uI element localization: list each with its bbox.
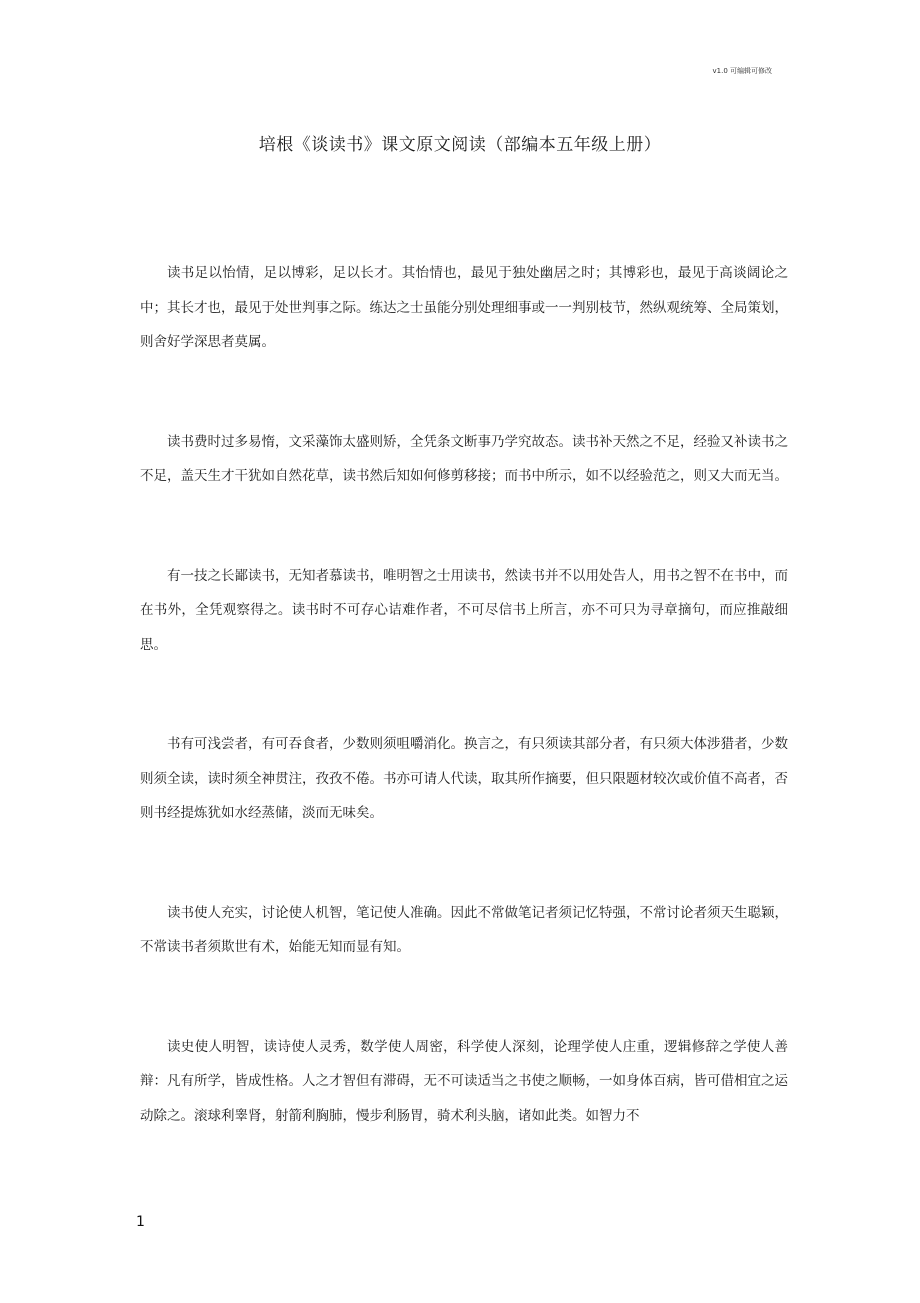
document-title: 培根《谈读书》课文原文阅读（部编本五年级上册） — [258, 135, 662, 155]
paragraph-6: 读史使人明智，读诗使人灵秀，数学使人周密，科学使人深刻，论理学使人庄重，逻辑修辞之学使人善辩：凡有所学，皆成性格。人之才智但有滞碍，无不可读适当之书使之顺畅，一如身体百病，皆可借相宜之运动除之。滚球利睾肾，射箭利胸肺，慢步利肠胃，骑术利头脑，诸如此类。如智力不 — [140, 1038, 788, 1124]
paragraph-1: 读书足以怡情，足以博彩，足以长才。其怡情也，最见于独处幽居之时；其博彩也，最见于高谈阔论之中；其长才也，最见于处世判事之际。练达之士虽能分别处理细事或一一判别枝节，然纵观统筹、全局策划，则舍好学深思者莫属。 — [140, 265, 788, 350]
paragraph-4: 书有可浅尝者，有可吞食者，少数则须咀嚼消化。换言之，有只须读其部分者，有只须大体涉猎者，少数则须全读，读时须全神贯注，孜孜不倦。书亦可请人代读，取其所作摘要，但只限题材较次或价值不高者，否则书经提炼犹如水经蒸储，淡而无味矣。 — [140, 736, 788, 821]
page-header-version-note: v1.0 可编辑可修改 — [712, 67, 772, 75]
paragraph-3: 有一技之长鄙读书，无知者慕读书，唯明智之士用读书，然读书并不以用处告人，用书之智不在书中，而在书外，全凭观察得之。读书时不可存心诘难作者，不可尽信书上所言，亦不可只为寻章摘句，而应推敲细思。 — [140, 567, 788, 653]
page-number: 1 — [136, 1214, 145, 1230]
paragraph-2: 读书费时过多易惰，文采藻饰太盛则矫，全凭条文断事乃学究故态。读书补天然之不足，经验又补读书之不足，盖天生才干犹如自然花草，读书然后知如何修剪移接；而书中所示，如不以经验范之，则又大而无当。 — [140, 433, 788, 484]
paragraph-5: 读书使人充实，讨论使人机智，笔记使人准确。因此不常做笔记者须记忆特强，不常讨论者须天生聪颖，不常读书者须欺世有术，始能无知而显有知。 — [140, 904, 788, 955]
document-body — [140, 256, 788, 1198]
